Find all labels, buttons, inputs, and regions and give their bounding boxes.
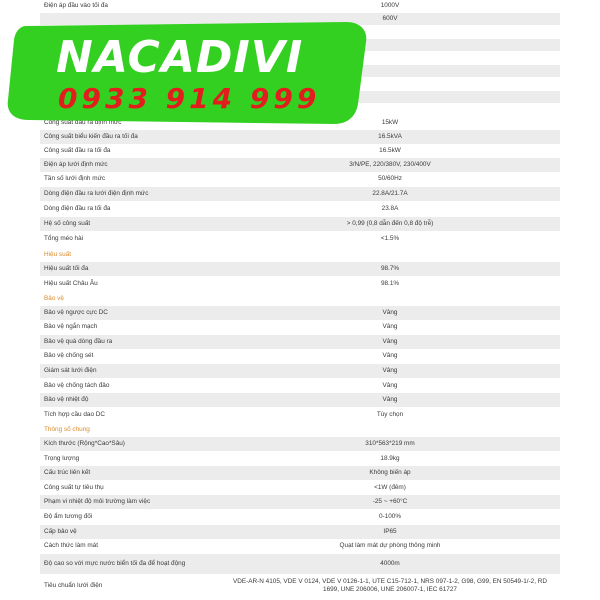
spec-row [40,158,560,172]
spec-value: Vâng [382,367,398,374]
spec-row [40,408,560,422]
spec-value: Quạt làm mát dự phòng thông minh [339,542,441,549]
spec-label: Công suất đầu ra tối đa [44,147,111,154]
spec-value: 600V [382,15,398,22]
spec-label: Kích thước (Rộng*Cao*Sâu) [44,440,125,447]
spec-row [40,320,560,334]
nacadivi-logo [6,20,372,126]
brand-name: NACADIVI [56,32,304,83]
spec-label: Trọng lượng [44,455,80,462]
spec-label: Độ ẩm tương đối [44,513,93,520]
spec-row [40,379,560,393]
spec-row [40,144,560,158]
spec-row [40,575,560,597]
section-heading-general [40,423,560,437]
spec-label: Hệ số công suất [44,220,91,227]
spec-value: 23.8A [381,205,399,212]
spec-value: 98.7% [380,265,400,272]
spec-value: 98.1% [380,280,400,287]
spec-row [40,437,560,451]
spec-value: 50/60Hz [378,175,402,182]
spec-label: Công suất biểu kiến đầu ra tối đa [44,133,138,140]
spec-value: <1.5% [380,235,400,242]
spec-row [40,393,560,407]
spec-label: Tần số lưới định mức [44,175,106,182]
spec-row [40,554,560,574]
spec-label: Giám sát lưới điện [44,367,97,374]
spec-label: Tổng méo hài [44,235,84,242]
section-title: Hiệu suất [44,251,71,258]
spec-label: Bảo vệ chống sét [44,352,94,359]
spec-value: IP65 [383,528,397,535]
spec-row [40,306,560,320]
phone-number: 0933 914 999 [58,82,321,115]
spec-row [40,335,560,349]
spec-value: Không biến áp [369,469,411,476]
spec-label: Bảo vệ quá dòng đầu ra [44,338,113,345]
spec-value: 1000V [380,2,400,9]
spec-label: Bảo vệ nhiệt độ [44,396,89,403]
spec-label: Cấp bảo vệ [44,528,77,535]
spec-value: VDE-AR-N 4105, VDE V 0124, VDE V 0126-1-1, UTE C15-712-1, NRS 097-1-2, G98, G99, EN 50549-1/-2, RD 1699, UNE 206006, UNE 206007-1, IEC 61727 [233,578,547,593]
spec-label: Hiệu suất Châu Âu [44,280,98,287]
spec-row [40,262,560,276]
spec-row [40,172,560,186]
spec-value: 4000m [380,560,400,567]
spec-row [40,349,560,363]
spec-row [40,539,560,553]
spec-row [40,217,560,231]
spec-label: Cấu trúc liên kết [44,469,91,476]
section-heading-protection [40,292,560,306]
spec-label: Tiêu chuẩn lưới điện [44,582,103,589]
spec-row [40,232,560,246]
spec-label: Hiệu suất tối đa [44,265,89,272]
spec-label: Bảo vệ chống tách đảo [44,382,110,389]
spec-value: 310*563*219 mm [365,440,415,447]
spec-value: 15kW [381,119,399,126]
spec-row [40,525,560,539]
spec-value: 3/N/PE, 220/380V, 230/400V [349,161,431,168]
spec-label: Điện áp lưới định mức [44,161,108,168]
spec-value: Vâng [382,382,398,389]
spec-label: Dòng điện đầu ra lưới điện định mức [44,190,149,197]
spec-row [40,481,560,495]
spec-value: -25 ~ +60°C [372,498,408,505]
spec-row [40,277,560,291]
spec-value: 22.8A/21.7A [372,190,408,197]
spec-label: Công suất tự tiêu thụ [44,484,104,491]
spec-value: > 0,99 (0,8 dẫn đến 0,8 độ trễ) [346,220,434,227]
spec-label: Phạm vi nhiệt độ môi trường làm việc [44,498,151,505]
spec-value: 16.5kW [379,147,401,154]
spec-value: 16.5kVA [378,133,402,140]
spec-value: Vâng [382,338,398,345]
spec-value: 0-100% [378,513,402,520]
spec-label: Tích hợp cầu dao DC [44,411,106,418]
section-title: Thông số chung [44,426,90,433]
spec-label: Công suất đầu ra định mức [44,119,122,126]
spec-value: Vâng [382,309,398,316]
spec-value: Vâng [382,323,398,330]
spec-row [40,452,560,466]
spec-row [40,0,560,12]
spec-label: Bảo vệ ngược cực DC [44,309,108,316]
spec-label: Cách thức làm mát [44,542,98,549]
spec-row [40,364,560,378]
spec-label: Điện áp đầu vào tối đa [44,2,108,9]
spec-value: Vâng [382,352,398,359]
spec-value: Vâng [382,396,398,403]
spec-row [40,495,560,509]
section-title: Bảo vệ [44,295,64,302]
spec-row [40,130,560,144]
spec-label: Độ cao so với mực nước biển tối đa để hoạt động [44,560,186,567]
spec-value: <1W (đêm) [374,484,406,491]
spec-row [40,202,560,216]
section-heading-efficiency [40,248,560,262]
spec-value: Tùy chọn [376,411,404,418]
spec-row [40,510,560,524]
spec-row [40,466,560,480]
spec-label: Dòng điện đầu ra tối đa [44,205,111,212]
spec-row [40,187,560,201]
spec-value: 18.9kg [380,455,400,462]
spec-label: Bảo vệ ngắn mạch [44,323,98,330]
